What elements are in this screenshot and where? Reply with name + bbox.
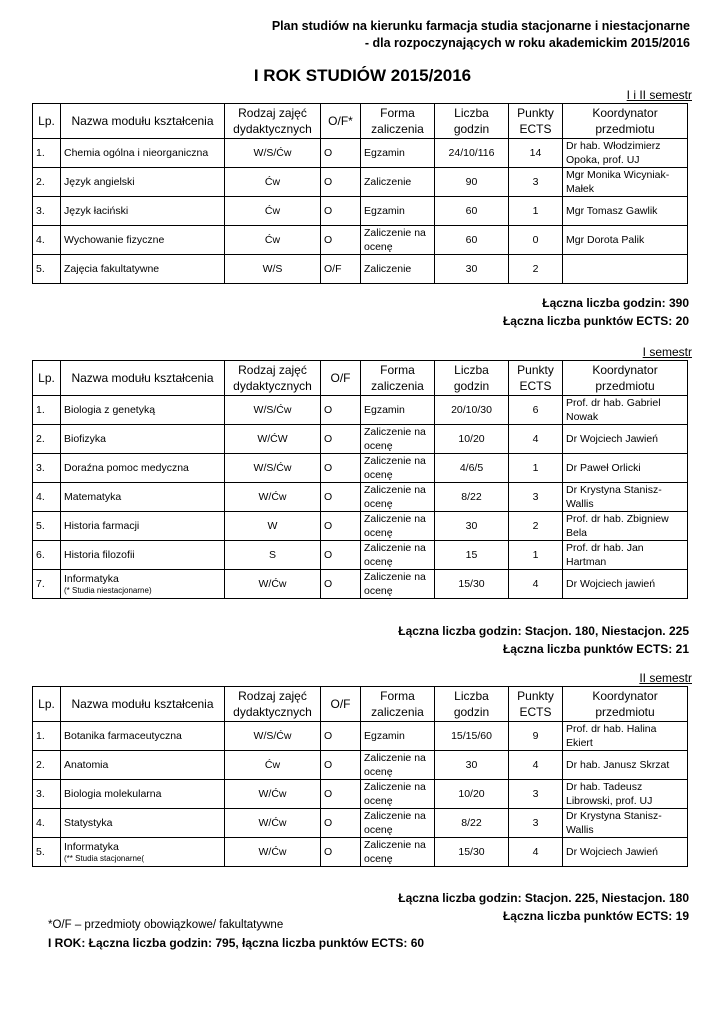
col-hours-header: Liczba godzin: [435, 687, 509, 722]
col-coord: Dr hab. Janusz Skrzat: [563, 751, 688, 780]
table-row: [33, 168, 688, 197]
col-of: O: [321, 751, 361, 780]
col-coord: Prof. dr hab. Halina Ekiert: [563, 722, 688, 751]
col-type-header: Rodzaj zajęć dydaktycznych: [225, 687, 321, 722]
table-row: [33, 197, 688, 226]
col-lp: 4.: [33, 226, 61, 255]
col-type: Ćw: [225, 168, 321, 197]
col-lp: 3.: [33, 197, 61, 226]
module-name: Informatyka: [64, 841, 119, 853]
col-of: O: [321, 809, 361, 838]
table-row: [33, 483, 688, 512]
section-label: I semestr: [642, 345, 692, 359]
col-of: O: [321, 226, 361, 255]
header-row: [33, 361, 688, 396]
col-hours: 90: [435, 168, 509, 197]
col-ects: 14: [509, 139, 563, 168]
col-name: [61, 838, 225, 867]
table-row: [33, 139, 688, 168]
col-type: W/S/Ćw: [225, 139, 321, 168]
col-coord-header: Koordynator przedmiotu: [563, 104, 688, 139]
col-form: Zaliczenie na ocenę: [361, 425, 435, 454]
col-form: Zaliczenie na ocenę: [361, 226, 435, 255]
col-type: W/S/Ćw: [225, 722, 321, 751]
table-row: [33, 838, 688, 867]
col-of-header: O/F: [321, 361, 361, 396]
col-form: Egzamin: [361, 722, 435, 751]
col-of: O: [321, 396, 361, 425]
col-lp: 2.: [33, 751, 61, 780]
col-name: Biologia z genetyką: [61, 396, 225, 425]
col-ects: 3: [509, 780, 563, 809]
year-title: I ROK STUDIÓW 2015/2016: [253, 66, 472, 85]
col-form: Zaliczenie na ocenę: [361, 809, 435, 838]
col-lp: 4.: [33, 809, 61, 838]
module-note: (** Studia stacjonarne(: [64, 854, 145, 863]
col-ects: 4: [509, 751, 563, 780]
col-lp: 5.: [33, 255, 61, 284]
col-hours-header: Liczba godzin: [435, 361, 509, 396]
col-form: Egzamin: [361, 139, 435, 168]
col-form: Zaliczenie na ocenę: [361, 541, 435, 570]
section-summary: [398, 889, 689, 925]
study-plan-table: [32, 103, 688, 284]
col-of: O: [321, 780, 361, 809]
col-type: W/S: [225, 255, 321, 284]
col-of: O: [321, 425, 361, 454]
summary-ects: Łączna liczba punktów ECTS: 20: [502, 314, 689, 328]
col-type: W/S/Ćw: [225, 396, 321, 425]
section-summary: [503, 294, 689, 330]
col-name-header: Nazwa modułu kształcenia: [61, 687, 225, 722]
col-hours: 24/10/116: [435, 139, 509, 168]
col-ects: 3: [509, 483, 563, 512]
col-of: O: [321, 722, 361, 751]
col-of: O: [321, 483, 361, 512]
col-ects: 6: [509, 396, 563, 425]
col-lp: 2.: [33, 425, 61, 454]
col-coord: Dr hab. Włodzimierz Opoka, prof. UJ: [563, 139, 688, 168]
table-row: [33, 396, 688, 425]
col-hours: 60: [435, 197, 509, 226]
col-lp: 7.: [33, 570, 61, 599]
col-ects: 3: [509, 809, 563, 838]
col-hours: 30: [435, 255, 509, 284]
col-of: O: [321, 512, 361, 541]
col-ects-header: Punkty ECTS: [509, 687, 563, 722]
col-type: Ćw: [225, 226, 321, 255]
col-form: Zaliczenie na ocenę: [361, 570, 435, 599]
footnote: *O/F – przedmioty obowiązkowe/ fakultatywne: [48, 919, 284, 931]
col-type: W/Ćw: [225, 809, 321, 838]
col-form: Zaliczenie: [361, 168, 435, 197]
col-coord: [563, 255, 688, 284]
col-form: Zaliczenie na ocenę: [361, 483, 435, 512]
section-summary: [398, 622, 689, 658]
col-ects: 9: [509, 722, 563, 751]
col-name: Historia filozofii: [61, 541, 225, 570]
section-label: I i II semestr: [626, 88, 692, 102]
summary-ects: Łączna liczba punktów ECTS: 21: [502, 642, 689, 656]
col-lp: 1.: [33, 722, 61, 751]
table-row: [33, 541, 688, 570]
col-form-header: Forma zaliczenia: [361, 687, 435, 722]
module-note: (* Studia niestacjonarne): [64, 586, 152, 595]
col-lp-header: Lp.: [33, 104, 61, 139]
col-name: Chemia ogólna i nieorganiczna: [61, 139, 225, 168]
col-form: Egzamin: [361, 197, 435, 226]
col-hours: 15/30: [435, 570, 509, 599]
col-name: Botanika farmaceutyczna: [61, 722, 225, 751]
col-form: Zaliczenie na ocenę: [361, 780, 435, 809]
col-type: W/Ćw: [225, 570, 321, 599]
col-type: W/Ćw: [225, 780, 321, 809]
col-form: Zaliczenie na ocenę: [361, 751, 435, 780]
col-lp: 6.: [33, 541, 61, 570]
col-hours: 8/22: [435, 809, 509, 838]
year-total: I ROK: Łączna liczba godzin: 795, łączna liczba punktów ECTS: 60: [48, 936, 425, 950]
col-name: Język angielski: [61, 168, 225, 197]
col-name: Biofizyka: [61, 425, 225, 454]
col-coord: Dr Wojciech jawień: [563, 570, 688, 599]
col-hours: 15/15/60: [435, 722, 509, 751]
col-lp: 3.: [33, 454, 61, 483]
col-hours: 30: [435, 512, 509, 541]
col-name: Historia farmacji: [61, 512, 225, 541]
col-name-header: Nazwa modułu kształcenia: [61, 361, 225, 396]
col-name-header: Nazwa modułu kształcenia: [61, 104, 225, 139]
table-row: [33, 226, 688, 255]
col-hours-header: Liczba godzin: [435, 104, 509, 139]
col-name: Anatomia: [61, 751, 225, 780]
col-ects: 2: [509, 512, 563, 541]
col-lp: 1.: [33, 396, 61, 425]
col-of: O: [321, 454, 361, 483]
table-row: [33, 809, 688, 838]
col-coord: Dr hab. Tadeusz Librowski, prof. UJ: [563, 780, 688, 809]
col-ects: 0: [509, 226, 563, 255]
col-ects: 1: [509, 541, 563, 570]
col-of-header: O/F*: [321, 104, 361, 139]
col-form: Zaliczenie na ocenę: [361, 838, 435, 867]
header-line-2: - dla rozpoczynających w roku akademickim 2015/2016: [364, 36, 690, 50]
col-hours: 10/20: [435, 425, 509, 454]
study-plan-table: [32, 360, 688, 599]
col-coord: Mgr Monika Wicyniak-Małek: [563, 168, 688, 197]
module-name: Informatyka: [64, 573, 119, 585]
col-ects: 4: [509, 425, 563, 454]
header-row: [33, 104, 688, 139]
summary-hours: Łączna liczba godzin: Stacjon. 225, Niestacjon. 180: [398, 891, 689, 905]
col-form: Zaliczenie: [361, 255, 435, 284]
col-of: O: [321, 197, 361, 226]
summary-ects: Łączna liczba punktów ECTS: 19: [502, 909, 689, 923]
col-name: [61, 570, 225, 599]
col-hours: 4/6/5: [435, 454, 509, 483]
col-ects: 4: [509, 570, 563, 599]
col-ects: 4: [509, 838, 563, 867]
col-of: O: [321, 541, 361, 570]
col-type: S: [225, 541, 321, 570]
table-row: [33, 454, 688, 483]
col-lp: 1.: [33, 139, 61, 168]
col-ects: 1: [509, 454, 563, 483]
col-coord: Dr Krystyna Stanisz-Wallis: [563, 483, 688, 512]
col-name: Język łaciński: [61, 197, 225, 226]
col-lp: 2.: [33, 168, 61, 197]
summary-hours: Łączna liczba godzin: 390: [542, 296, 689, 310]
col-lp-header: Lp.: [33, 361, 61, 396]
table-row: [33, 255, 688, 284]
col-form: Egzamin: [361, 396, 435, 425]
table-row: [33, 570, 688, 599]
col-lp: 4.: [33, 483, 61, 512]
col-coord: Dr Paweł Orlicki: [563, 454, 688, 483]
col-hours: 15/30: [435, 838, 509, 867]
col-coord: Prof. dr hab. Jan Hartman: [563, 541, 688, 570]
study-plan-table: [32, 686, 688, 867]
col-coord: Dr Wojciech Jawień: [563, 838, 688, 867]
summary-hours: Łączna liczba godzin: Stacjon. 180, Niestacjon. 225: [398, 624, 689, 638]
col-ects: 2: [509, 255, 563, 284]
col-coord-header: Koordynator przedmiotu: [563, 687, 688, 722]
col-name: Wychowanie fizyczne: [61, 226, 225, 255]
col-type: W/Ćw: [225, 838, 321, 867]
col-name: Biologia molekularna: [61, 780, 225, 809]
col-of: O: [321, 838, 361, 867]
col-form-header: Forma zaliczenia: [361, 104, 435, 139]
table-row: [33, 722, 688, 751]
col-coord: Dr Wojciech Jawień: [563, 425, 688, 454]
col-coord: Dr Krystyna Stanisz-Wallis: [563, 809, 688, 838]
col-type-header: Rodzaj zajęć dydaktycznych: [225, 361, 321, 396]
col-type-header: Rodzaj zajęć dydaktycznych: [225, 104, 321, 139]
col-name: Zajęcia fakultatywne: [61, 255, 225, 284]
col-coord: Mgr Dorota Palik: [563, 226, 688, 255]
header-line-1: Plan studiów na kierunku farmacja studia stacjonarne i niestacjonarne: [271, 19, 690, 33]
header-row: [33, 687, 688, 722]
table-row: [33, 780, 688, 809]
col-hours: 15: [435, 541, 509, 570]
col-name: Doraźna pomoc medyczna: [61, 454, 225, 483]
col-type: W: [225, 512, 321, 541]
col-lp: 3.: [33, 780, 61, 809]
col-type: Ćw: [225, 751, 321, 780]
col-coord: Prof. dr hab. Zbigniew Bela: [563, 512, 688, 541]
col-lp: 5.: [33, 512, 61, 541]
table-row: [33, 751, 688, 780]
col-of: O: [321, 139, 361, 168]
col-coord-header: Koordynator przedmiotu: [563, 361, 688, 396]
col-hours: 60: [435, 226, 509, 255]
col-form: Zaliczenie na ocenę: [361, 512, 435, 541]
col-ects-header: Punkty ECTS: [509, 104, 563, 139]
col-hours: 20/10/30: [435, 396, 509, 425]
col-type: Ćw: [225, 197, 321, 226]
col-hours: 30: [435, 751, 509, 780]
col-of-header: O/F: [321, 687, 361, 722]
col-ects-header: Punkty ECTS: [509, 361, 563, 396]
col-lp-header: Lp.: [33, 687, 61, 722]
table-row: [33, 425, 688, 454]
col-type: W/ĆW: [225, 425, 321, 454]
col-coord: Prof. dr hab. Gabriel Nowak: [563, 396, 688, 425]
col-name: Matematyka: [61, 483, 225, 512]
col-type: W/S/Ćw: [225, 454, 321, 483]
col-type: W/Ćw: [225, 483, 321, 512]
col-hours: 8/22: [435, 483, 509, 512]
col-lp: 5.: [33, 838, 61, 867]
col-coord: Mgr Tomasz Gawlik: [563, 197, 688, 226]
section-label: II semestr: [639, 671, 692, 685]
table-row: [33, 512, 688, 541]
document-header: [272, 18, 690, 52]
col-of: O: [321, 570, 361, 599]
col-hours: 10/20: [435, 780, 509, 809]
col-ects: 3: [509, 168, 563, 197]
col-name: Statystyka: [61, 809, 225, 838]
col-form: Zaliczenie na ocenę: [361, 454, 435, 483]
col-of: O/F: [321, 255, 361, 284]
col-of: O: [321, 168, 361, 197]
col-form-header: Forma zaliczenia: [361, 361, 435, 396]
col-ects: 1: [509, 197, 563, 226]
